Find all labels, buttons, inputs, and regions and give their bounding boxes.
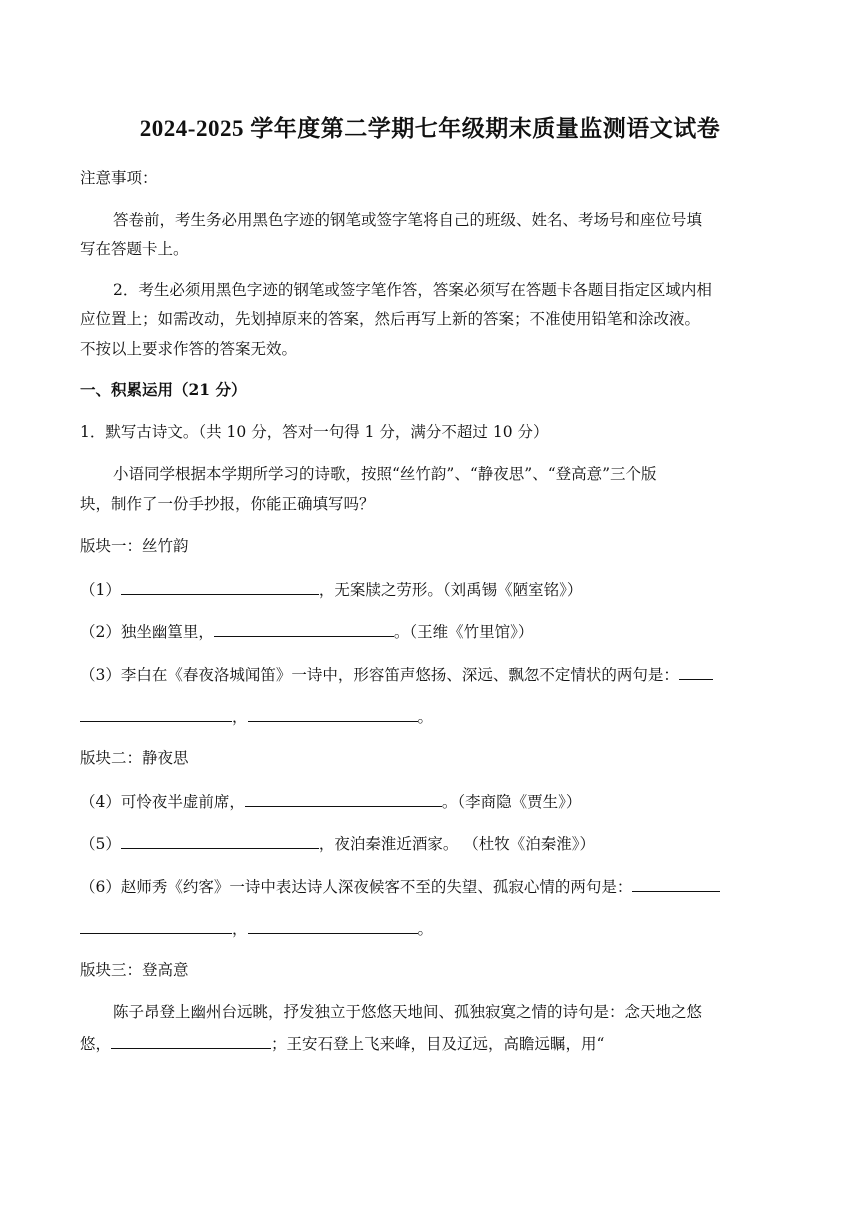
question-1-6-cont [80,916,433,940]
q5-suffix: ，夜泊秦淮近酒家。 （杜牧《泊秦淮》） [318,835,596,853]
question-1-4 [80,789,581,813]
answer-blank-4[interactable] [245,789,442,807]
q1-prefix: （1） [80,581,121,599]
section1-heading: 一、积累运用（21 分） [80,380,247,399]
answer-blank-6c[interactable] [248,916,418,934]
q3-separator: ， [232,708,248,726]
question1-heading: 1．默写古诗文。（共 10 分，答对一句得 1 分，满分不超过 10 分） [80,423,549,441]
q2-suffix: 。（王维《竹里馆》） [393,623,534,641]
intro-line2: 块，制作了一份手抄报，你能正确填写吗？ [80,495,375,513]
notice-heading: 注意事项： [80,169,158,187]
question-1-5 [80,831,595,855]
question-1-2 [80,619,533,643]
question-1-6 [80,874,720,898]
q1-suffix: ，无案牍之劳形。（刘禹锡《陋室铭》） [318,581,583,599]
q4-prefix: （4）可怜夜半虚前席， [80,793,245,811]
notice-item1-line2: 写在答题卡上。 [80,240,189,258]
question-1-3-cont [80,704,433,728]
answer-blank-3c[interactable] [248,704,418,722]
answer-blank-2[interactable] [214,619,394,637]
para-line2-suffix: ；王安石登上飞来峰，目及辽远，高瞻远瞩，用“ [271,1035,605,1053]
block3-heading: 版块三：登高意 [80,961,189,979]
answer-blank-5[interactable] [121,831,319,849]
exam-title: 2024-2025 学年度第二学期七年级期末质量监测语文试卷 [139,116,721,141]
intro-line1: 小语同学根据本学期所学习的诗歌，按照“丝竹韵”、“静夜思”、“登高意”三个版 [113,465,657,483]
q3-end: 。 [417,708,434,726]
answer-blank-6a[interactable] [632,874,720,892]
q6-end: 。 [417,920,434,938]
q6-separator: ， [232,920,248,938]
notice-item1-line1: 答卷前，考生务必用黑色字迹的钢笔或签字笔将自己的班级、姓名、考场号和座位号填 [113,211,703,229]
para-line2-prefix: 悠， [80,1035,112,1053]
answer-blank-1[interactable] [121,577,319,595]
block2-heading: 版块二：静夜思 [80,749,189,767]
notice-item2-line2: 应位置上；如需改动，先划掉原来的答案，然后再写上新的答案；不准使用铅笔和涂改液。 [80,310,701,328]
notice-item2-line1: 2．考生必须用黑色字迹的钢笔或签字笔作答，答案必须写在答题卡各题目指定区域内相 [113,281,712,299]
question-1-3 [80,662,713,686]
q4-suffix: 。（李商隐《贾生》） [441,793,582,811]
block3-para-line2 [80,1031,604,1055]
q6-text: （6）赵师秀《约客》一诗中表达诗人深夜候客不至的失望、孤寂心情的两句是： [80,878,633,896]
block1-heading: 版块一：丝竹韵 [80,537,189,555]
answer-blank-6b[interactable] [80,916,232,934]
q2-prefix: （2）独坐幽篁里， [80,623,214,641]
notice-item2-line3: 不按以上要求作答的答案无效。 [80,340,298,358]
question-1-1 [80,577,582,601]
q5-prefix: （5） [80,835,121,853]
q3-text: （3）李白在《春夜洛城闻笛》一诗中，形容笛声悠扬、深远、飘忽不定情状的两句是： [80,666,679,684]
answer-blank-3b[interactable] [80,704,232,722]
block3-para-line1: 陈子昂登上幽州台远眺，抒发独立于悠悠天地间、孤独寂寞之情的诗句是：念天地之悠 [113,1003,703,1021]
answer-blank-7[interactable] [111,1031,271,1049]
answer-blank-3a[interactable] [679,662,713,680]
